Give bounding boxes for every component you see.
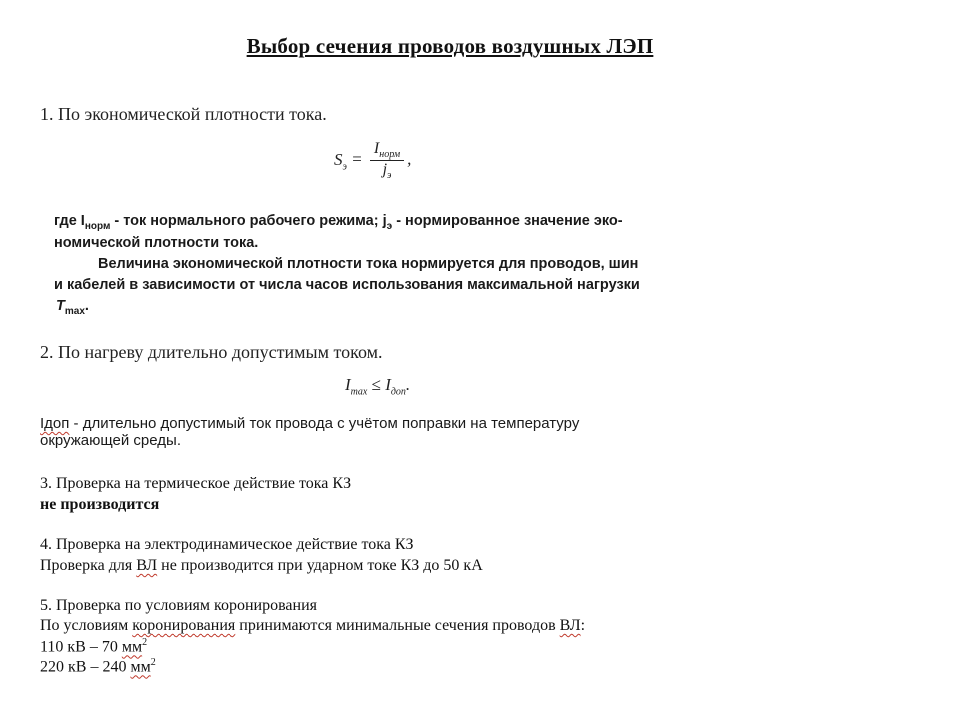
formula-fraction — [370, 140, 404, 181]
section-1-explanation-line-4: и кабелей в зависимости от числа часов использования максимальной нагрузки — [54, 277, 640, 293]
page-title: Выбор сечения проводов воздушных ЛЭП — [246, 34, 654, 58]
formula-eq: = — [351, 149, 363, 169]
section-3-body: не производится — [40, 496, 160, 513]
section-5-item-110kv: 110 кВ – 70 $мм^2$ — [40, 637, 148, 656]
section-4-heading: 4. Проверка на электродинамическое действие тока КЗ — [40, 536, 414, 553]
section-5-item-220kv: 220 кВ – 240 $мм^2$ — [40, 657, 156, 676]
formula-denominator: $j_э$ — [382, 161, 392, 182]
section-5-heading: 5. Проверка по условиям коронирования — [40, 597, 318, 614]
section-1-explanation-line-3: Величина экономической плотности тока нормируется для проводов, шин — [98, 256, 639, 272]
section-4-body: Проверка для ВЛ не производится при ударном токе КЗ до 50 кА — [40, 557, 483, 574]
section-1-heading: 1. По экономической плотности тока. — [40, 104, 327, 124]
section-5-line: По условиям коронирования принимаются минимальные сечения проводов ВЛ: — [40, 617, 586, 634]
economic-density-formula — [334, 140, 411, 181]
heating-formula: $I_{max} \le I_{доп}$. — [345, 375, 411, 398]
section-1-explanation-line-5: $T_{max}$. — [56, 298, 89, 317]
section-2-heading: 2. По нагреву длительно допустимым током. — [40, 342, 383, 362]
formula-lhs: $S_э$ — [334, 149, 347, 172]
section-1-explanation-line-1: где $I_{норм}$ - ток нормального рабочего режима; $j_э$ - нормированное значение эко- — [54, 213, 623, 232]
formula-tail: , — [407, 149, 412, 169]
formula-numerator: $I_{норм}$ — [370, 140, 404, 161]
section-3-heading: 3. Проверка на термическое действие тока КЗ — [40, 475, 352, 492]
section-1-explanation-line-2: номической плотности тока. — [54, 235, 259, 251]
section-2-description: Iдоп - длительно допустимый ток провода с учётом поправки на температуру окружающей среды. — [40, 415, 580, 449]
